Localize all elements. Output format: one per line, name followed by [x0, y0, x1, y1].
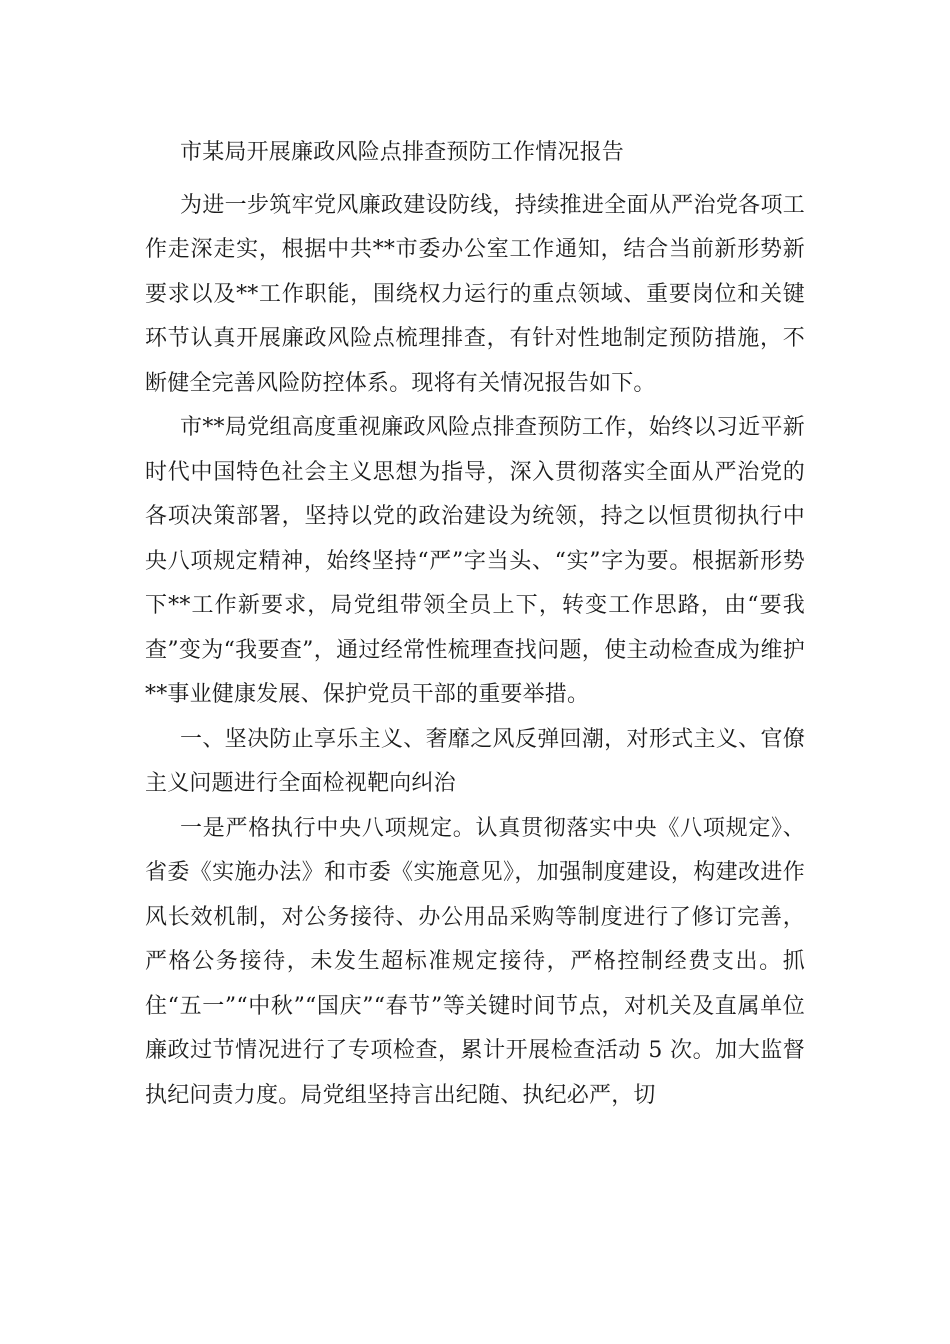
document-title: 市某局开展廉政风险点排查预防工作情况报告	[180, 140, 625, 165]
document-body	[145, 131, 805, 1118]
paragraph-background: 市**局党组高度重视廉政风险点排查预防工作，始终以习近平新时代中国特色社会主义思想为指导，深入贯彻落实全面从严治党的各项决策部署，坚持以党的政治建设为统领，持之以恒贯彻执行中央八项规定精神，始终坚持“严”字当头、“实”字为要。根据新形势下**工作新要求，局党组带领全员上下，转变工作思路，由“要我查”变为“我要查”，通过经常性梳理查找问题，使主动检查成为维护**事业健康发展、保护党员干部的重要举措。	[145, 415, 805, 707]
paragraph-section-1-body: 一是严格执行中央八项规定。认真贯彻落实中央《八项规定》、省委《实施办法》和市委《实施意见》，加强制度建设，构建改进作风长效机制，对公务接待、办公用品采购等制度进行了修订完善，严格公务接待，未发生超标准规定接待，严格控制经费支出。抓住“五一”“中秋”“国庆”“春节”等关键时间节点，对机关及直属单位廉政过节情况进行了专项检查，累计开展检查活动 5 次。加大监督执纪问责力度。局党组坚持言出纪随、执纪必严，切	[145, 815, 805, 1108]
section-heading-1: 一、坚决防止享乐主义、奢靡之风反弹回潮，对形式主义、官僚主义问题进行全面检视靶向纠治	[145, 726, 805, 796]
paragraph-intro: 为进一步筑牢党风廉政建设防线，持续推进全面从严治党各项工作走深走实，根据中共**市委办公室工作通知，结合当前新形势新要求以及**工作职能，围绕权力运行的重点领域、重要岗位和关键环节认真开展廉政风险点梳理排查，有针对性地制定预防措施，不断健全完善风险防控体系。现将有关情况报告如下。	[145, 192, 805, 396]
